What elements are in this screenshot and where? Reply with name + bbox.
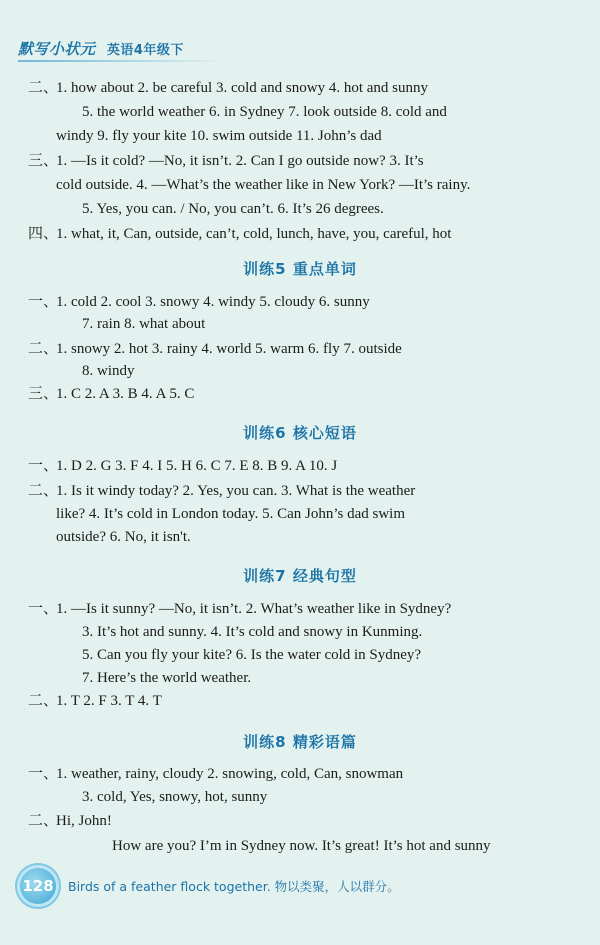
answer-line [28,599,570,619]
answer-line [28,151,570,171]
answer-line [82,199,570,219]
section-number: 二、 [28,813,59,829]
answer-text: 7. rain 8. what about [82,316,206,332]
answer-text: outside? 6. No, it isn't. [56,529,191,545]
section-number: 一、 [28,458,59,474]
section-title: 训练5 重点单词 [243,260,357,278]
answer-line [28,691,570,711]
answer-text: 7. Here’s the world weather. [82,670,252,686]
page-number-badge: 128 [20,868,56,904]
section-title: 训练6 核心短语 [243,424,357,442]
answer-line [82,645,570,665]
answer-text: 3. cold, Yes, snowy, hot, sunny [82,789,268,805]
book-brand: 默写小状元 [18,40,96,58]
answer-line [82,314,570,334]
section-number: 三、 [28,153,59,169]
answer-line [28,292,570,312]
answer-line [56,126,570,146]
section-number: 二、 [28,341,59,357]
answer-text: cold outside. 4. —What’s the weather like in New York? —It’s rainy. [56,177,471,193]
answer-line [28,78,570,98]
answer-text: 1. D 2. G 3. F 4. I 5. H 6. C 7. E 8. B 9. A 10. J [56,458,338,474]
answer-text: windy 9. fly your kite 10. swim outside 11. John’s dad [56,128,382,144]
answer-text: 1. weather, rainy, cloudy 2. snowing, cold, Can, snowman [56,766,404,782]
section-number: 二、 [28,483,59,499]
answer-text: 8. windy [82,363,135,379]
answer-text: 1. —Is it sunny? —No, it isn’t. 2. What’s weather like in Sydney? [56,601,452,617]
answer-text: 1. snowy 2. hot 3. rainy 4. world 5. warm 6. fly 7. outside [56,341,402,357]
answer-line [112,836,570,856]
answer-line [82,102,570,122]
header-divider [18,60,228,62]
section-number: 四、 [28,226,59,242]
section-title: 训练7 经典句型 [243,567,357,585]
answer-text: 1. C 2. A 3. B 4. A 5. C [56,386,195,402]
section-number: 二、 [28,80,59,96]
answer-line [56,527,570,547]
answer-line [82,668,570,688]
answer-text: like? 4. It’s cold in London today. 5. Can John’s dad swim [56,506,405,522]
section-number: 一、 [28,294,59,310]
answer-line [28,456,570,476]
answer-text: 5. Can you fly your kite? 6. Is the water cold in Sydney? [82,647,422,663]
answer-line [56,504,570,524]
book-header [18,38,184,59]
book-subtitle: 英语4年级下 [106,43,184,58]
answer-text: 1. T 2. F 3. T 4. T [56,693,162,709]
answer-text: 1. cold 2. cool 3. snowy 4. windy 5. cloudy 6. sunny [56,294,370,310]
answer-text: 5. Yes, you can. / No, you can’t. 6. It’s 26 degrees. [82,201,384,217]
answer-text: 1. —Is it cold? —No, it isn’t. 2. Can I go outside now? 3. It’s [56,153,424,169]
section-title: 训练8 精彩语篇 [243,733,357,751]
answer-line [28,481,570,501]
answer-text: How are you? I’m in Sydney now. It’s great! It’s hot and sunny [112,838,491,854]
answer-line [82,361,570,381]
answer-line [28,339,570,359]
answer-line [28,384,570,404]
answer-text: 1. how about 2. be careful 3. cold and snowy 4. hot and sunny [56,80,429,96]
section-number: 二、 [28,693,59,709]
answer-text: 1. what, it, Can, outside, can’t, cold, lunch, have, you, careful, hot [56,226,452,242]
answer-line [28,811,570,831]
section-number: 三、 [28,386,59,402]
answer-text: 5. the world weather 6. in Sydney 7. look outside 8. cold and [82,104,447,120]
answer-line [28,764,570,784]
section-number: 一、 [28,766,59,782]
answer-text: 3. It’s hot and sunny. 4. It’s cold and snowy in Kunming. [82,624,423,640]
answer-line [82,622,570,642]
answer-text: 1. Is it windy today? 2. Yes, you can. 3. What is the weather [56,483,416,499]
answer-line [82,787,570,807]
answer-text: Hi, John! [56,813,112,829]
footer-proverb: Birds of a feather flock together. 物以类聚，人以群分。 [68,879,400,894]
section-number: 一、 [28,601,59,617]
answer-line [28,224,570,244]
page-footer [20,866,580,906]
answer-line [56,175,570,195]
